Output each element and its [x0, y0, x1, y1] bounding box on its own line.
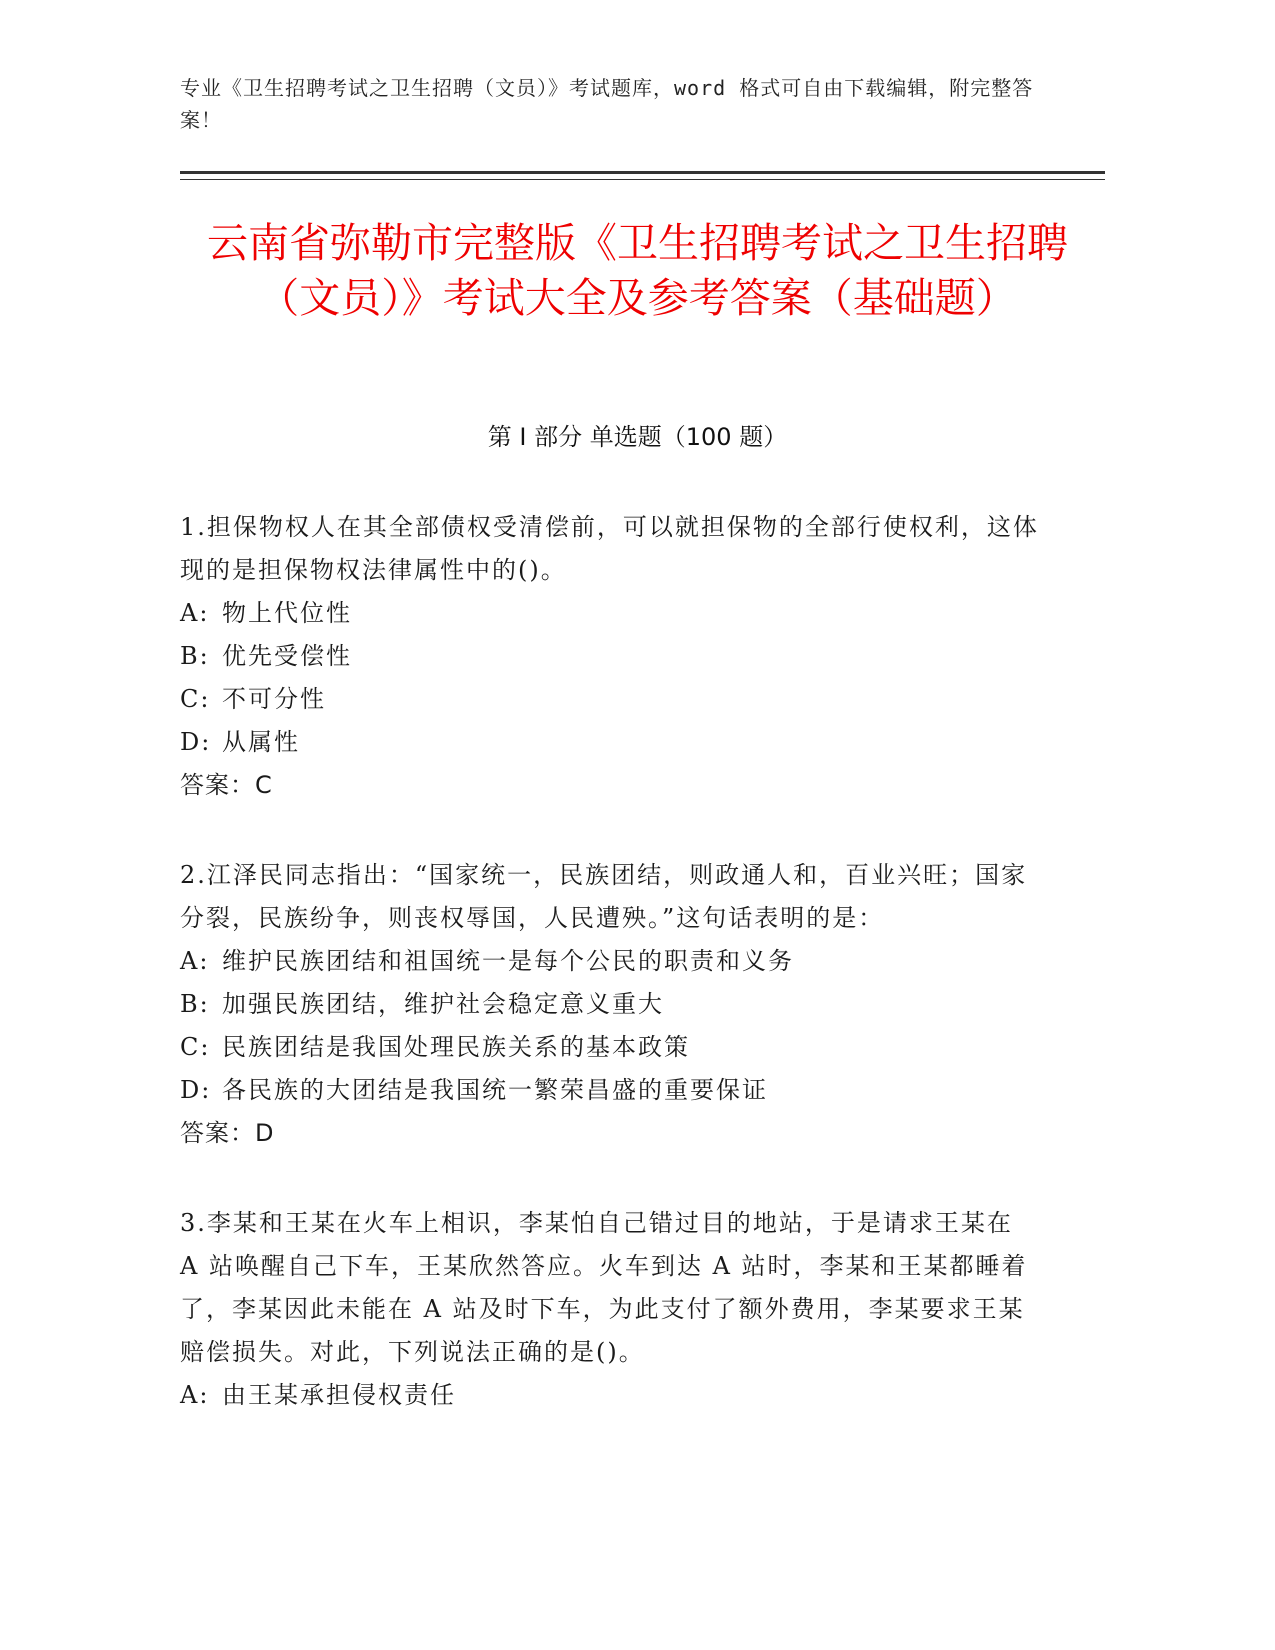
header-divider-thin: [180, 179, 1105, 180]
option-a: [180, 940, 1040, 983]
option-text: 由王某承担侵权责任: [222, 1381, 456, 1409]
option-letter: D:: [180, 728, 212, 756]
option-a: [180, 592, 1040, 635]
header-divider-thick: [180, 171, 1105, 174]
document-title: 云南省弥勒市完整版《卫生招聘考试之卫生招聘（文员）》考试大全及参考答案（基础题）: [207, 219, 1068, 322]
option-text: 各民族的大团结是我国统一繁荣昌盛的重要保证: [222, 1076, 768, 1104]
option-text: 不可分性: [222, 685, 326, 713]
option-letter: D:: [180, 1076, 212, 1104]
option-text: 加强民族团结，维护社会稳定意义重大: [222, 990, 664, 1018]
option-text: 物上代位性: [222, 599, 352, 627]
option-letter: C:: [180, 1033, 211, 1061]
answer-text: 答案：C: [180, 771, 273, 799]
option-text: 维护民族团结和祖国统一是每个公民的职责和义务: [222, 947, 794, 975]
option-letter: B:: [180, 642, 210, 670]
option-c: [180, 678, 1040, 721]
option-text: 优先受偿性: [222, 642, 352, 670]
header-note: 专业《卫生招聘考试之卫生招聘（文员）》考试题库，word 格式可自由下载编辑，附完整答案！: [180, 76, 1034, 132]
option-letter: A:: [180, 947, 210, 975]
question-1: [180, 506, 1040, 807]
option-c: [180, 1026, 1040, 1069]
question-3: [180, 1202, 1040, 1417]
question-2: [180, 854, 1040, 1155]
option-letter: B:: [180, 990, 210, 1018]
option-d: [180, 1069, 1040, 1112]
option-b: [180, 983, 1040, 1026]
option-a: [180, 1374, 1040, 1417]
option-text: 从属性: [222, 728, 300, 756]
option-b: [180, 635, 1040, 678]
option-letter: C:: [180, 685, 211, 713]
section-title: 第 I 部分 单选题（100 题）: [487, 423, 788, 451]
answer-text: 答案：D: [180, 1119, 275, 1147]
question-stem: 2.江泽民同志指出：“国家统一，民族团结，则政通人和，百业兴旺；国家分裂，民族纷争，则丧权辱国，人民遭殃。”这句话表明的是：: [180, 861, 1028, 932]
option-letter: A:: [180, 1381, 210, 1409]
question-stem: 3.李某和王某在火车上相识，李某怕自己错过目的地站，于是请求王某在 A 站唤醒自己下车，王某欣然答应。火车到达 A 站时，李某和王某都睡着了，李某因此未能在 A 站及时下车，为此支付了额外费用，李某要求王某赔偿损失。对此，下列说法正确的是()。: [180, 1209, 1028, 1366]
option-letter: A:: [180, 599, 210, 627]
option-d: [180, 721, 1040, 764]
option-text: 民族团结是我国处理民族关系的基本政策: [222, 1033, 690, 1061]
question-stem: 1.担保物权人在其全部债权受清偿前，可以就担保物的全部行使权利，这体现的是担保物权法律属性中的()。: [180, 513, 1039, 584]
